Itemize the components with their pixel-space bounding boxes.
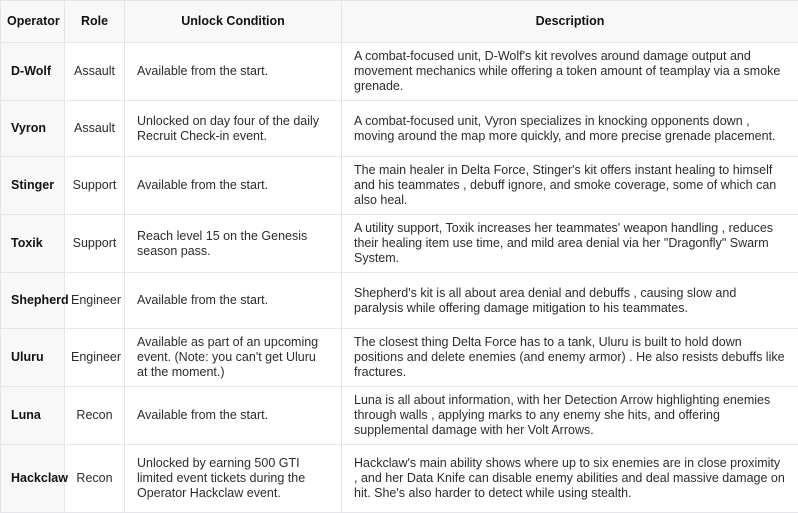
operator-name-cell: D-Wolf: [1, 43, 65, 101]
description-cell: A combat-focused unit, D-Wolf's kit revolves around damage output and movement mechanics while offering a token amount of teamplay via a smoke grenade.: [342, 43, 798, 101]
table-row: [1, 43, 798, 101]
description-cell: Shepherd's kit is all about area denial and debuffs , causing slow and paralysis while offering damage mitigation to his teammates.: [342, 273, 798, 329]
role-cell: Assault: [65, 43, 125, 101]
operator-name-cell: Toxik: [1, 215, 65, 273]
description-cell: The main healer in Delta Force, Stinger's kit offers instant healing to himself and his teammates , debuff ignore, and smoke coverage, some of which can also heal.: [342, 157, 798, 215]
role-cell: Recon: [65, 387, 125, 445]
description-cell: Hackclaw's main ability shows where up to six enemies are in close proximity , and her Data Knife can disable enemy abilities and deal massive damage on hit. She's also harder to detect while using stealth.: [342, 445, 798, 513]
table-row: [1, 387, 798, 445]
table-row: [1, 157, 798, 215]
unlock-condition-cell: Available as part of an upcoming event. (Note: you can't get Uluru at the moment.): [125, 329, 342, 387]
unlock-condition-cell: Available from the start.: [125, 157, 342, 215]
role-cell: Support: [65, 215, 125, 273]
column-header-operator: Operator: [1, 1, 65, 43]
role-cell: Engineer: [65, 273, 125, 329]
description-cell: A combat-focused unit, Vyron specializes in knocking opponents down , moving around the map more quickly, and more precise grenade placement.: [342, 101, 798, 157]
operator-name-cell: Uluru: [1, 329, 65, 387]
unlock-condition-cell: Unlocked on day four of the daily Recruit Check-in event.: [125, 101, 342, 157]
description-cell: The closest thing Delta Force has to a tank, Uluru is built to hold down positions and delete enemies (and enemy armor) . He also resists debuffs like fractures.: [342, 329, 798, 387]
column-header-unlock-condition: Unlock Condition: [125, 1, 342, 43]
operator-name-cell: Stinger: [1, 157, 65, 215]
role-cell: Support: [65, 157, 125, 215]
table-body: [1, 43, 798, 513]
description-cell: A utility support, Toxik increases her teammates' weapon handling , reduces their healing item use time, and mild area denial via her "Dragonfly" Swarm System.: [342, 215, 798, 273]
unlock-condition-cell: Available from the start.: [125, 387, 342, 445]
description-cell: Luna is all about information, with her Detection Arrow highlighting enemies through walls , applying marks to any enemy she hits, and offering supplemental damage with her Volt Arrows.: [342, 387, 798, 445]
unlock-condition-cell: Unlocked by earning 500 GTI limited event tickets during the Operator Hackclaw event.: [125, 445, 342, 513]
operator-name-cell: Shepherd: [1, 273, 65, 329]
unlock-condition-cell: Available from the start.: [125, 273, 342, 329]
role-cell: Assault: [65, 101, 125, 157]
table-header: [1, 1, 798, 43]
table-row: [1, 445, 798, 513]
table-row: [1, 101, 798, 157]
role-cell: Engineer: [65, 329, 125, 387]
table-row: [1, 273, 798, 329]
table-row: [1, 215, 798, 273]
column-header-role: Role: [65, 1, 125, 43]
operator-name-cell: Hackclaw: [1, 445, 65, 513]
unlock-condition-cell: Available from the start.: [125, 43, 342, 101]
header-row: [1, 1, 798, 43]
table-row: [1, 329, 798, 387]
unlock-condition-cell: Reach level 15 on the Genesis season pass.: [125, 215, 342, 273]
role-cell: Recon: [65, 445, 125, 513]
operator-name-cell: Vyron: [1, 101, 65, 157]
column-header-description: Description: [342, 1, 798, 43]
operator-name-cell: Luna: [1, 387, 65, 445]
